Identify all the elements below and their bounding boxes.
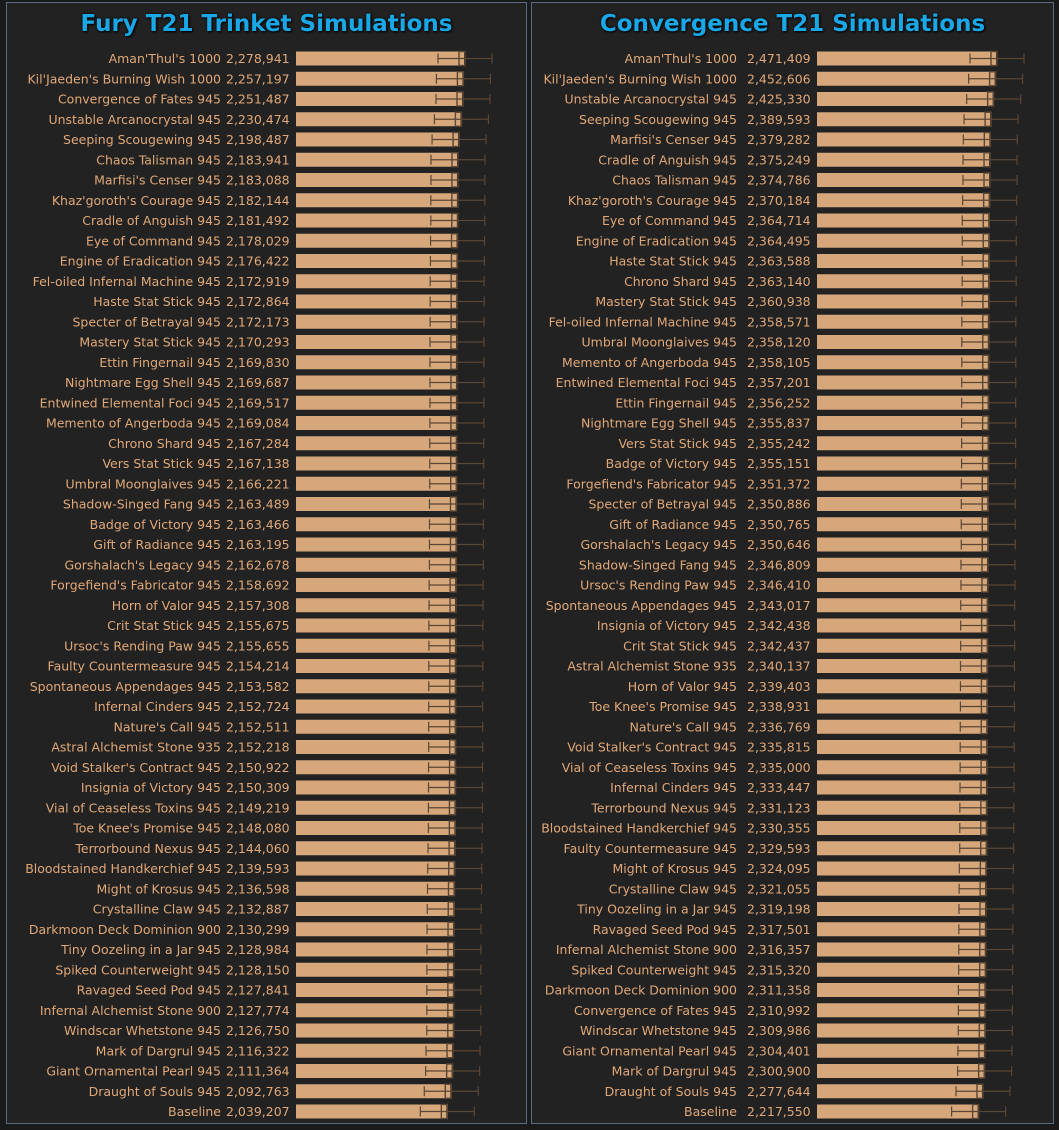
fury-value-label: 2,183,941: [226, 152, 290, 168]
fury-value-label: 2,130,299: [226, 921, 290, 937]
fury-value-label: 2,153,582: [226, 678, 290, 694]
convergence-category-label: Draught of Souls 945: [604, 1083, 737, 1099]
convergence-value-label: 2,343,017: [747, 597, 811, 613]
fury-category-label: Entwined Elemental Foci 945: [39, 395, 221, 411]
fury-category-label: Terrorbound Nexus 945: [75, 840, 221, 856]
fury-value-label: 2,150,309: [226, 780, 290, 795]
convergence-value-label: 2,315,320: [747, 962, 811, 978]
convergence-value-label: 2,340,137: [747, 658, 811, 674]
convergence-value-label: 2,358,571: [747, 314, 811, 330]
fury-value-label: 2,163,195: [226, 537, 290, 552]
convergence-category-label: Memento of Angerboda 945: [561, 354, 737, 370]
fury-category-label: Crit Stat Stick 945: [107, 618, 221, 633]
fury-category-label: Umbral Moonglaives 945: [65, 476, 221, 492]
fury-value-label: 2,155,655: [226, 638, 290, 654]
fury-category-label: Mastery Stat Stick 945: [79, 334, 221, 350]
fury-value-label: 2,139,593: [226, 861, 290, 876]
fury-bar-chart: [7, 3, 528, 1123]
fury-chart-panel: [6, 2, 527, 1124]
convergence-value-label: 2,471,409: [747, 51, 811, 66]
convergence-value-label: 2,310,992: [747, 1002, 811, 1018]
fury-category-label: Ravaged Seed Pod 945: [76, 982, 221, 998]
convergence-value-label: 2,374,786: [747, 172, 811, 188]
fury-category-label: Faulty Countermeasure 945: [47, 658, 221, 674]
convergence-value-label: 2,350,886: [747, 496, 811, 512]
fury-category-label: Unstable Arcanocrystal 945: [48, 111, 221, 127]
convergence-value-label: 2,319,198: [747, 901, 811, 917]
convergence-category-label: Vial of Ceaseless Toxins 945: [561, 759, 737, 775]
fury-value-label: 2,163,489: [226, 496, 290, 512]
fury-category-label: Khaz'goroth's Courage 945: [51, 192, 221, 208]
fury-category-label: Might of Krosus 945: [96, 881, 221, 897]
convergence-category-label: Baseline: [684, 1104, 737, 1119]
convergence-category-label: Crystalline Claw 945: [608, 881, 737, 897]
convergence-category-label: Vers Stat Stick 945: [618, 435, 737, 451]
convergence-category-label: Forgefiend's Fabricator 945: [566, 476, 737, 492]
convergence-value-label: 2,330,355: [747, 820, 811, 836]
convergence-category-label: Khaz'goroth's Courage 945: [567, 192, 737, 208]
convergence-value-label: 2,360,938: [747, 294, 811, 309]
convergence-value-label: 2,350,646: [747, 537, 811, 552]
convergence-value-label: 2,335,815: [747, 739, 811, 755]
convergence-value-label: 2,358,120: [747, 334, 811, 350]
fury-value-label: 2,039,207: [226, 1104, 290, 1119]
fury-value-label: 2,128,984: [226, 942, 290, 957]
convergence-category-label: Chaos Talisman 945: [612, 172, 737, 188]
convergence-value-label: 2,389,593: [747, 111, 811, 127]
fury-value-label: 2,181,492: [226, 213, 290, 228]
convergence-category-label: Giant Ornamental Pearl 945: [562, 1043, 737, 1059]
convergence-chart-title: Convergence T21 Simulations: [599, 11, 986, 37]
convergence-category-label: Engine of Eradication 945: [575, 233, 737, 249]
fury-value-label: 2,169,830: [226, 354, 290, 370]
fury-value-label: 2,167,284: [226, 435, 290, 451]
fury-category-label: Specter of Betrayal 945: [72, 314, 221, 330]
convergence-category-label: Infernal Alchemist Stone 900: [555, 942, 737, 957]
fury-value-label: 2,278,941: [226, 51, 290, 66]
fury-category-label: Mark of Dargrul 945: [95, 1043, 221, 1059]
fury-value-label: 2,158,692: [226, 577, 290, 593]
convergence-value-label: 2,342,438: [747, 618, 811, 633]
fury-value-label: 2,149,219: [226, 800, 290, 816]
convergence-category-label: Gift of Radiance 945: [609, 516, 737, 532]
fury-category-label: Vers Stat Stick 945: [102, 456, 221, 471]
fury-category-label: Nightmare Egg Shell 945: [64, 375, 221, 390]
convergence-value-label: 2,346,410: [747, 577, 811, 593]
convergence-category-label: Terrorbound Nexus 945: [591, 800, 737, 816]
fury-category-label: Horn of Valor 945: [111, 597, 221, 613]
fury-value-label: 2,167,138: [226, 456, 290, 471]
convergence-category-label: Chrono Shard 945: [624, 273, 737, 289]
fury-category-label: Badge of Victory 945: [89, 516, 221, 532]
fury-value-label: 2,144,060: [226, 840, 290, 856]
convergence-chart-panel: [531, 2, 1054, 1124]
fury-category-label: Windscar Whetstone 945: [64, 1023, 221, 1038]
convergence-value-label: 2,355,242: [747, 435, 811, 451]
convergence-value-label: 2,379,282: [747, 132, 811, 147]
convergence-value-label: 2,364,714: [747, 213, 811, 228]
fury-category-label: Gift of Radiance 945: [93, 537, 221, 552]
fury-value-label: 2,169,084: [226, 415, 290, 431]
convergence-category-label: Faulty Countermeasure 945: [563, 840, 737, 856]
convergence-value-label: 2,350,765: [747, 516, 811, 532]
fury-category-label: Marfisi's Censer 945: [94, 172, 221, 188]
convergence-value-label: 2,363,140: [747, 273, 811, 289]
fury-category-label: Chaos Talisman 945: [96, 152, 221, 168]
convergence-value-label: 2,346,809: [747, 557, 811, 573]
fury-value-label: 2,152,724: [226, 699, 290, 714]
fury-value-label: 2,148,080: [226, 820, 290, 836]
convergence-value-label: 2,355,151: [747, 456, 811, 471]
fury-value-label: 2,182,144: [226, 192, 290, 208]
convergence-value-label: 2,336,769: [747, 719, 811, 735]
fury-category-label: Void Stalker's Contract 945: [51, 759, 221, 775]
convergence-value-label: 2,351,372: [747, 476, 811, 492]
fury-category-label: Chrono Shard 945: [108, 435, 221, 451]
fury-value-label: 2,116,322: [226, 1043, 290, 1059]
convergence-category-label: Spiked Counterweight 945: [571, 962, 737, 978]
convergence-category-label: Marfisi's Censer 945: [610, 132, 737, 147]
fury-value-label: 2,166,221: [226, 476, 290, 492]
fury-category-label: Gorshalach's Legacy 945: [64, 557, 221, 573]
convergence-value-label: 2,316,357: [747, 942, 811, 957]
convergence-value-label: 2,356,252: [747, 395, 811, 411]
fury-category-label: Memento of Angerboda 945: [45, 415, 221, 431]
fury-value-label: 2,136,598: [226, 881, 290, 897]
convergence-category-label: Astral Alchemist Stone 935: [567, 658, 737, 674]
convergence-category-label: Cradle of Anguish 945: [598, 152, 737, 168]
convergence-value-label: 2,300,900: [747, 1063, 811, 1079]
fury-category-label: Bloodstained Handkerchief 945: [25, 861, 221, 876]
fury-value-label: 2,150,922: [226, 759, 290, 775]
fury-category-label: Aman'Thul's 1000: [108, 51, 221, 66]
fury-category-label: Convergence of Fates 945: [57, 91, 221, 107]
fury-category-label: Seeping Scougewing 945: [63, 132, 221, 147]
fury-value-label: 2,092,763: [226, 1083, 290, 1099]
convergence-category-label: Bloodstained Handkerchief 945: [541, 820, 737, 836]
convergence-category-label: Aman'Thul's 1000: [624, 51, 737, 66]
convergence-value-label: 2,364,495: [747, 233, 811, 249]
convergence-category-label: Ursoc's Rending Paw 945: [580, 577, 737, 593]
convergence-category-label: Tiny Oozeling in a Jar 945: [577, 901, 737, 917]
fury-value-label: 2,111,364: [226, 1063, 290, 1079]
convergence-value-label: 2,335,000: [747, 759, 811, 775]
fury-value-label: 2,176,422: [226, 253, 290, 269]
convergence-value-label: 2,338,931: [747, 699, 811, 714]
fury-value-label: 2,169,687: [226, 375, 290, 390]
fury-value-label: 2,183,088: [226, 172, 290, 188]
fury-category-label: Insignia of Victory 945: [80, 780, 221, 795]
fury-category-label: Tiny Oozeling in a Jar 945: [61, 942, 221, 957]
convergence-category-label: Badge of Victory 945: [605, 456, 737, 471]
fury-value-label: 2,127,774: [226, 1002, 290, 1018]
fury-value-label: 2,157,308: [226, 597, 290, 613]
convergence-value-label: 2,333,447: [747, 780, 811, 795]
convergence-category-label: Haste Stat Stick 945: [609, 253, 737, 269]
convergence-category-label: Shadow-Singed Fang 945: [578, 557, 737, 573]
convergence-value-label: 2,329,593: [747, 840, 811, 856]
fury-category-label: Eye of Command 945: [85, 233, 221, 249]
fury-value-label: 2,198,487: [226, 132, 290, 147]
convergence-value-label: 2,370,184: [747, 192, 811, 208]
convergence-value-label: 2,217,550: [747, 1104, 811, 1119]
fury-value-label: 2,155,675: [226, 618, 290, 633]
fury-value-label: 2,251,487: [226, 91, 290, 107]
fury-value-label: 2,178,029: [226, 233, 290, 249]
fury-category-label: Haste Stat Stick 945: [93, 294, 221, 309]
convergence-category-label: Gorshalach's Legacy 945: [580, 537, 737, 552]
fury-category-label: Forgefiend's Fabricator 945: [50, 577, 221, 593]
convergence-value-label: 2,321,055: [747, 881, 811, 897]
fury-value-label: 2,152,218: [226, 739, 290, 755]
convergence-category-label: Convergence of Fates 945: [573, 1002, 737, 1018]
fury-category-label: Vial of Ceaseless Toxins 945: [45, 800, 221, 816]
convergence-category-label: Nightmare Egg Shell 945: [580, 415, 737, 431]
fury-value-label: 2,126,750: [226, 1023, 290, 1038]
fury-category-label: Infernal Cinders 945: [94, 699, 221, 714]
fury-value-label: 2,257,197: [226, 71, 290, 87]
convergence-value-label: 2,358,105: [747, 354, 811, 370]
convergence-category-label: Insignia of Victory 945: [596, 618, 737, 633]
fury-category-label: Ursoc's Rending Paw 945: [64, 638, 221, 654]
convergence-category-label: Might of Krosus 945: [612, 861, 737, 876]
convergence-value-label: 2,375,249: [747, 152, 811, 168]
convergence-category-label: Infernal Cinders 945: [610, 780, 737, 795]
fury-value-label: 2,170,293: [226, 334, 290, 350]
convergence-value-label: 2,425,330: [747, 91, 811, 107]
convergence-category-label: Kil'Jaeden's Burning Wish 1000: [543, 71, 737, 87]
convergence-category-label: Crit Stat Stick 945: [623, 638, 737, 654]
fury-category-label: Engine of Eradication 945: [59, 253, 221, 269]
convergence-value-label: 2,357,201: [747, 375, 811, 390]
fury-category-label: Nature's Call 945: [113, 719, 221, 735]
convergence-category-label: Umbral Moonglaives 945: [581, 334, 737, 350]
convergence-category-label: Seeping Scougewing 945: [579, 111, 737, 127]
fury-category-label: Spiked Counterweight 945: [55, 962, 221, 978]
fury-category-label: Shadow-Singed Fang 945: [62, 496, 221, 512]
convergence-category-label: Spontaneous Appendages 945: [545, 597, 737, 613]
fury-category-label: Astral Alchemist Stone 935: [51, 739, 221, 755]
fury-category-label: Giant Ornamental Pearl 945: [46, 1063, 221, 1079]
convergence-value-label: 2,277,644: [747, 1083, 811, 1099]
convergence-category-label: Void Stalker's Contract 945: [567, 739, 737, 755]
fury-category-label: Toe Knee's Promise 945: [73, 820, 221, 836]
fury-value-label: 2,169,517: [226, 395, 290, 411]
convergence-value-label: 2,339,403: [747, 678, 811, 694]
fury-category-label: Cradle of Anguish 945: [82, 213, 221, 228]
fury-category-label: Darkmoon Deck Dominion 900: [28, 921, 221, 937]
convergence-category-label: Windscar Whetstone 945: [580, 1023, 737, 1038]
fury-chart-title: Fury T21 Trinket Simulations: [80, 11, 453, 37]
fury-value-label: 2,172,919: [226, 273, 290, 289]
fury-value-label: 2,152,511: [226, 719, 290, 735]
fury-category-label: Draught of Souls 945: [88, 1083, 221, 1099]
convergence-category-label: Unstable Arcanocrystal 945: [564, 91, 737, 107]
convergence-category-label: Fel-oiled Infernal Machine 945: [548, 314, 737, 330]
fury-category-label: Infernal Alchemist Stone 900: [39, 1002, 221, 1018]
fury-value-label: 2,172,864: [226, 294, 290, 309]
fury-value-label: 2,127,841: [226, 982, 290, 998]
fury-value-label: 2,172,173: [226, 314, 290, 330]
convergence-category-label: Eye of Command 945: [601, 213, 737, 228]
fury-category-label: Fel-oiled Infernal Machine 945: [32, 273, 221, 289]
convergence-value-label: 2,324,095: [747, 861, 811, 876]
convergence-category-label: Ravaged Seed Pod 945: [592, 921, 737, 937]
convergence-value-label: 2,355,837: [747, 415, 811, 431]
convergence-category-label: Nature's Call 945: [629, 719, 737, 735]
convergence-value-label: 2,363,588: [747, 253, 811, 269]
convergence-category-label: Entwined Elemental Foci 945: [555, 375, 737, 390]
fury-value-label: 2,154,214: [226, 658, 290, 674]
fury-category-label: Crystalline Claw 945: [92, 901, 221, 917]
fury-value-label: 2,163,466: [226, 516, 290, 532]
convergence-value-label: 2,331,123: [747, 800, 811, 816]
convergence-category-label: Mark of Dargrul 945: [611, 1063, 737, 1079]
convergence-value-label: 2,311,358: [747, 982, 811, 998]
convergence-bar: [817, 52, 996, 66]
convergence-category-label: Ettin Fingernail 945: [615, 395, 737, 411]
convergence-category-label: Mastery Stat Stick 945: [595, 294, 737, 309]
fury-category-label: Spontaneous Appendages 945: [29, 678, 221, 694]
convergence-category-label: Toe Knee's Promise 945: [589, 699, 737, 714]
convergence-category-label: Specter of Betrayal 945: [588, 496, 737, 512]
fury-value-label: 2,132,887: [226, 901, 290, 917]
convergence-value-label: 2,304,401: [747, 1043, 811, 1059]
convergence-value-label: 2,309,986: [747, 1023, 811, 1038]
fury-category-label: Ettin Fingernail 945: [99, 354, 221, 370]
fury-value-label: 2,128,150: [226, 962, 290, 978]
convergence-bar: [817, 72, 995, 86]
fury-value-label: 2,162,678: [226, 557, 290, 573]
convergence-bar-chart: [532, 3, 1055, 1123]
convergence-category-label: Horn of Valor 945: [627, 678, 737, 694]
fury-category-label: Baseline: [168, 1104, 221, 1119]
convergence-value-label: 2,317,501: [747, 921, 811, 937]
fury-category-label: Kil'Jaeden's Burning Wish 1000: [27, 71, 221, 87]
convergence-value-label: 2,342,437: [747, 638, 811, 654]
fury-value-label: 2,230,474: [226, 111, 290, 127]
convergence-value-label: 2,452,606: [747, 71, 811, 87]
convergence-category-label: Darkmoon Deck Dominion 900: [544, 982, 737, 998]
